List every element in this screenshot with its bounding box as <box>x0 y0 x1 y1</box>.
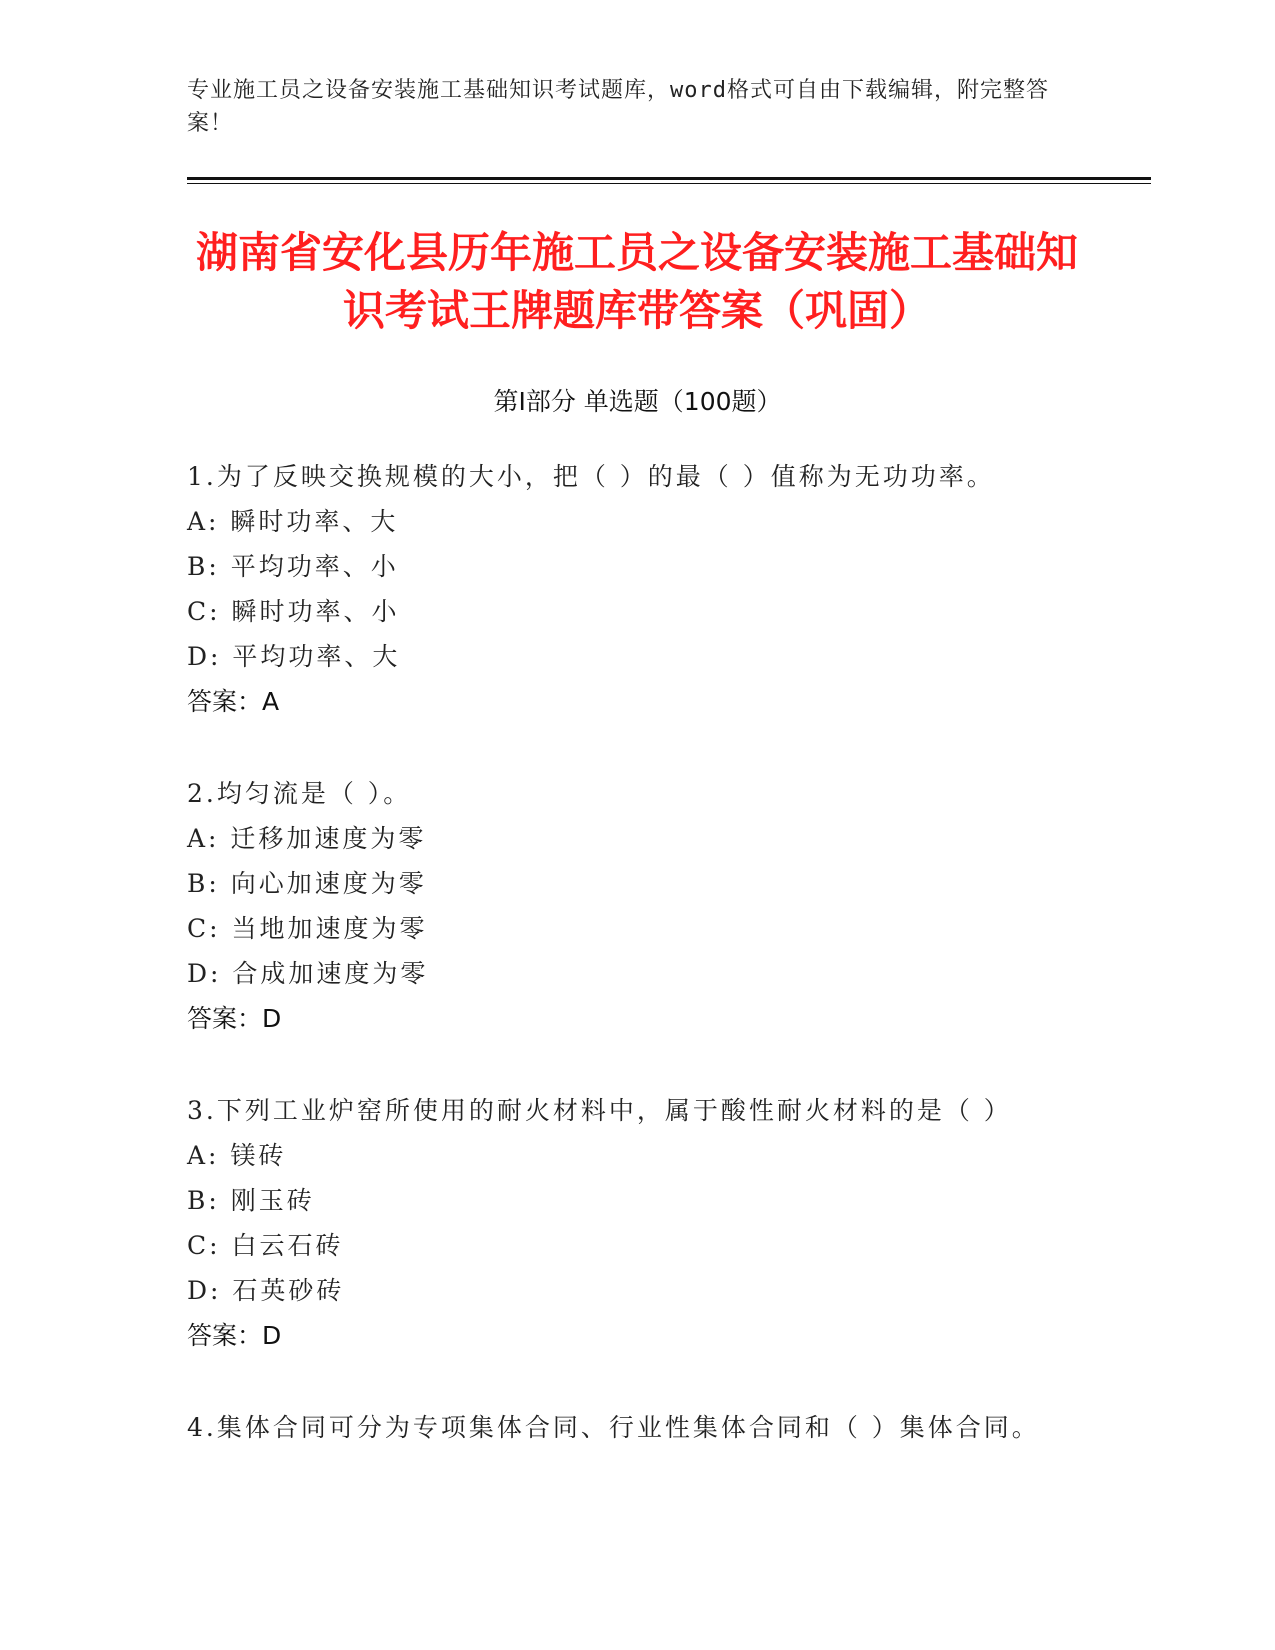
document-title: 湖南省安化县历年施工员之设备安装施工基础知识考试王牌题库带答案（巩固） <box>195 228 1078 335</box>
option-c: C: 瞬时功率、小 <box>187 597 400 626</box>
answer-line: 答案：A <box>187 687 280 716</box>
question-stem: 4.集体合同可分为专项集体合同、行业性集体合同和（ ）集体合同。 <box>187 1413 1040 1442</box>
question-2 <box>187 771 1117 1041</box>
option-c: C: 当地加速度为零 <box>187 914 428 943</box>
section-heading: 第Ⅰ部分 单选题（100题） <box>493 387 782 416</box>
option-a: A: 镁砖 <box>187 1141 287 1170</box>
option-c: C: 白云石砖 <box>187 1231 344 1260</box>
question-1 <box>187 454 1117 724</box>
option-d: D: 合成加速度为零 <box>187 959 429 988</box>
option-b: B: 平均功率、小 <box>187 552 399 581</box>
question-4 <box>187 1405 1117 1450</box>
option-a: A: 瞬时功率、大 <box>187 507 399 536</box>
question-stem: 3.下列工业炉窑所使用的耐火材料中，属于酸性耐火材料的是（ ） <box>187 1096 1012 1125</box>
option-a: A: 迁移加速度为零 <box>187 824 427 853</box>
option-b: B: 刚玉砖 <box>187 1186 315 1215</box>
header-note: 专业施工员之设备安装施工基础知识考试题库，word格式可自由下载编辑，附完整答案！ <box>187 78 1049 136</box>
question-stem: 2.均匀流是（ ）。 <box>187 779 412 808</box>
question-stem: 1.为了反映交换规模的大小，把（ ）的最（ ）值称为无功功率。 <box>187 462 995 491</box>
answer-line: 答案：D <box>187 1004 282 1033</box>
question-3 <box>187 1088 1117 1358</box>
answer-line: 答案：D <box>187 1321 282 1350</box>
header-divider-thick <box>187 177 1151 180</box>
header-divider-thin <box>187 183 1151 184</box>
option-d: D: 石英砂砖 <box>187 1276 345 1305</box>
option-b: B: 向心加速度为零 <box>187 869 427 898</box>
option-d: D: 平均功率、大 <box>187 642 401 671</box>
